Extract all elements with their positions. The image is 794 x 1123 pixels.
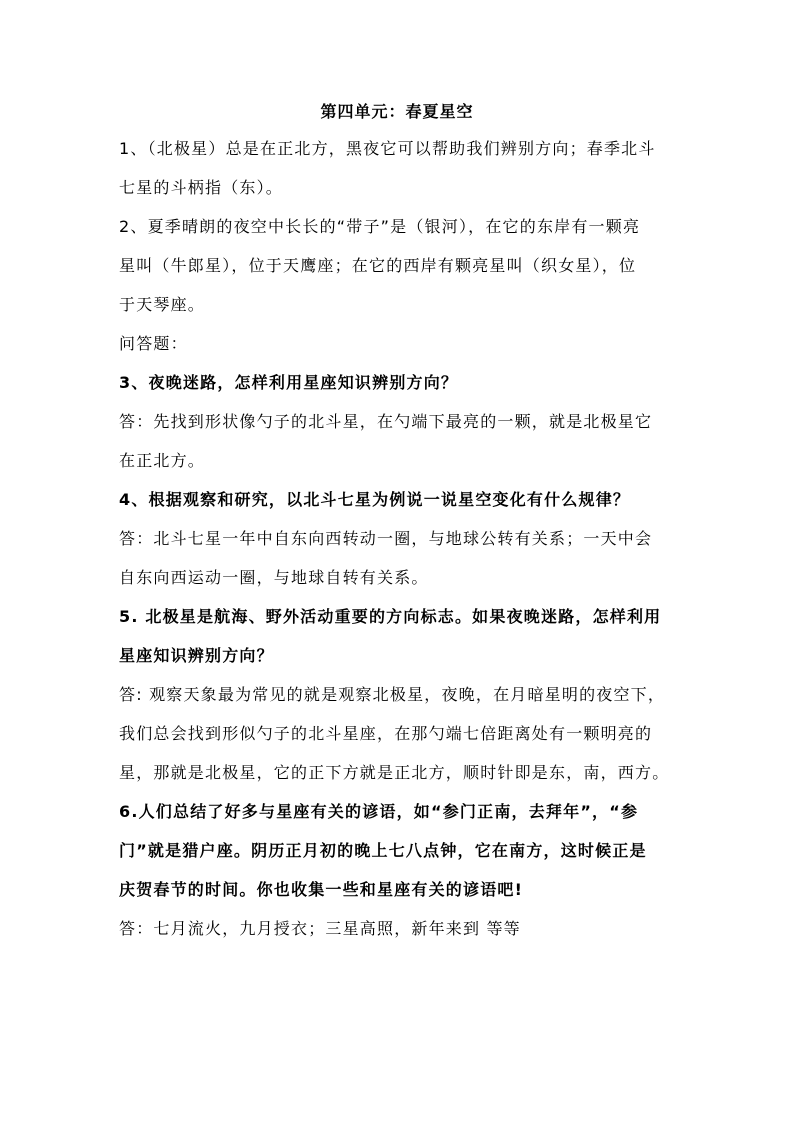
- text-paragraph: [119, 207, 679, 324]
- text-line: 我们总会找到形似勺子的北斗星座，在那勺端七倍距离处有一颗明亮的: [119, 724, 653, 743]
- text-line: 在正北方。: [119, 451, 206, 470]
- text-line: 3、夜晚迷路，怎样利用星座知识辨别方向？: [119, 373, 459, 392]
- question-paragraph: [119, 363, 679, 402]
- text-line: 6.人们总结了好多与星座有关的谚语，如“参门正南，去拜年”，“参: [119, 802, 639, 821]
- text-line: 星，那就是北极星，它的正下方就是正北方，顺时针即是东，南，西方。: [119, 763, 670, 782]
- document-body: [119, 129, 679, 948]
- text-paragraph: [119, 324, 679, 363]
- question-paragraph: [119, 792, 679, 909]
- text-paragraph: [119, 519, 679, 597]
- text-line: 庆贺春节的时间。你也收集一些和星座有关的谚语吧!: [119, 880, 524, 899]
- text-line: 星座知识辨别方向？: [119, 646, 274, 665]
- text-line: 1、（北极星）总是在正北方，黑夜它可以帮助我们辨别方向；春季北斗: [119, 139, 656, 158]
- question-paragraph: [119, 597, 679, 675]
- text-line: 答：七月流火，九月授衣；三星高照，新年来到 等等: [119, 919, 521, 938]
- text-paragraph: [119, 129, 679, 207]
- text-line: 于天琴座。: [119, 295, 206, 314]
- text-line: 答：先找到形状像勺子的北斗星，在勺端下最亮的一颗，就是北极星它: [119, 412, 653, 431]
- text-paragraph: [119, 402, 679, 480]
- text-line: 自东向西运动一圈，与地球自转有关系。: [119, 568, 429, 587]
- text-line: 问答题：: [119, 334, 188, 353]
- text-line: 答: 观察天象最为常见的就是观察北极星，夜晚，在月暗星明的夜空下，: [119, 685, 666, 704]
- text-line: 七星的斗柄指（东）。: [119, 178, 284, 197]
- text-line: 答：北斗七星一年中自东向西转动一圈，与地球公转有关系；一天中会: [119, 529, 653, 548]
- question-paragraph: [119, 480, 679, 519]
- text-line: 门”就是猎户座。阴历正月初的晚上七八点钟，它在南方，这时候正是: [119, 841, 647, 860]
- text-line: 5. 北极星是航海、野外活动重要的方向标志。如果夜晚迷路，怎样利用: [119, 607, 662, 626]
- page-title: 第四单元：春夏星空: [320, 102, 474, 121]
- text-line: 4、根据观察和研究，以北斗七星为例说一说星空变化有什么规律？: [119, 490, 631, 509]
- text-paragraph: [119, 675, 679, 792]
- text-paragraph: [119, 909, 679, 948]
- text-line: 星叫（牛郎星），位于天鹰座；在它的西岸有颗亮星叫（织女星），位: [119, 256, 637, 275]
- text-line: 2、夏季晴朗的夜空中长长的“带子”是（银河），在它的东岸有一颗亮: [119, 217, 641, 236]
